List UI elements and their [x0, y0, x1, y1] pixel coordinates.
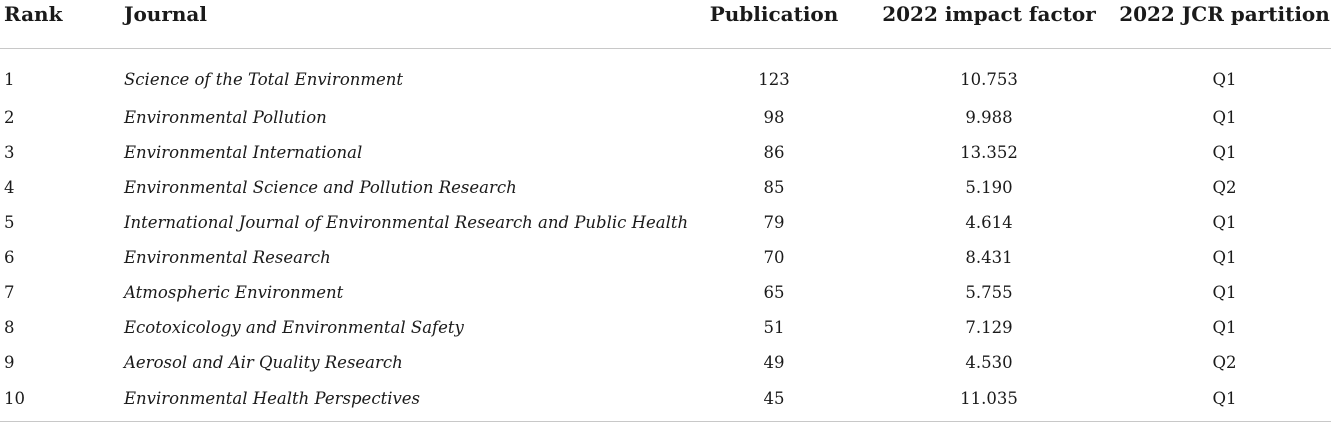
header-row	[0, 0, 1331, 49]
cell-publication: 123	[758, 70, 790, 89]
cell-impact-factor: 9.988	[965, 108, 1013, 127]
table-row	[0, 49, 1331, 101]
cell-impact-factor: 5.755	[965, 283, 1013, 302]
cell-impact-factor: 4.530	[965, 353, 1013, 372]
header-impact-factor: 2022 impact factor	[864, 0, 1114, 49]
table-row	[0, 170, 1331, 205]
cell-journal: Atmospheric Environment	[124, 283, 344, 302]
table-row	[0, 205, 1331, 240]
table-row	[0, 310, 1331, 345]
cell-journal: Environmental Health Perspectives	[124, 388, 421, 408]
cell-impact-factor: 7.129	[965, 318, 1013, 337]
cell-rank: 10	[4, 388, 25, 408]
cell-journal: Science of the Total Environment	[124, 70, 404, 89]
table-row	[0, 240, 1331, 275]
cell-rank: 4	[4, 178, 15, 197]
cell-impact-factor: 4.614	[965, 213, 1013, 232]
cell-jcr-partition: Q1	[1212, 248, 1237, 267]
cell-publication: 45	[763, 388, 785, 408]
cell-jcr-partition: Q2	[1212, 353, 1237, 372]
table-row	[0, 275, 1331, 310]
cell-journal: Environmental Research	[124, 248, 331, 267]
header-publication: Publication	[684, 0, 864, 49]
cell-rank: 6	[4, 248, 15, 267]
table-row	[0, 135, 1331, 170]
cell-rank: 7	[4, 283, 15, 302]
cell-jcr-partition: Q1	[1212, 143, 1237, 162]
cell-publication: 51	[763, 318, 785, 337]
cell-journal: Ecotoxicology and Environmental Safety	[124, 318, 464, 337]
cell-jcr-partition: Q2	[1212, 178, 1237, 197]
header-jcr-partition: 2022 JCR partition	[1114, 0, 1331, 49]
cell-rank: 8	[4, 318, 15, 337]
cell-publication: 79	[763, 213, 785, 232]
cell-journal: Environmental International	[124, 143, 363, 162]
cell-rank: 5	[4, 213, 15, 232]
cell-journal: International Journal of Environmental Research and Public Health	[124, 213, 689, 232]
cell-publication: 85	[763, 178, 785, 197]
cell-publication: 70	[763, 248, 785, 267]
cell-impact-factor: 5.190	[965, 178, 1013, 197]
cell-jcr-partition: Q1	[1212, 213, 1237, 232]
cell-jcr-partition: Q1	[1212, 283, 1237, 302]
table-row	[0, 345, 1331, 380]
cell-impact-factor: 13.352	[960, 143, 1018, 162]
cell-journal: Aerosol and Air Quality Research	[124, 353, 403, 372]
table-bottom-rule	[0, 421, 1331, 422]
cell-jcr-partition: Q1	[1212, 388, 1237, 408]
cell-journal: Environmental Science and Pollution Research	[124, 178, 517, 197]
cell-publication: 49	[763, 353, 785, 372]
cell-journal: Environmental Pollution	[124, 108, 327, 127]
cell-jcr-partition: Q1	[1212, 318, 1237, 337]
table-row	[0, 100, 1331, 135]
header-rank: Rank	[0, 0, 124, 49]
table-header	[0, 0, 1331, 49]
cell-publication: 86	[763, 143, 785, 162]
cell-rank: 9	[4, 353, 15, 372]
table-body	[0, 49, 1331, 417]
cell-publication: 98	[763, 108, 785, 127]
table-row	[0, 380, 1331, 416]
cell-impact-factor: 11.035	[960, 388, 1018, 408]
cell-impact-factor: 8.431	[965, 248, 1013, 267]
cell-rank: 3	[4, 143, 15, 162]
header-journal: Journal	[124, 0, 684, 49]
cell-rank: 2	[4, 108, 15, 127]
cell-rank: 1	[4, 70, 15, 89]
cell-publication: 65	[763, 283, 785, 302]
cell-jcr-partition: Q1	[1212, 70, 1237, 89]
cell-impact-factor: 10.753	[960, 70, 1018, 89]
cell-jcr-partition: Q1	[1212, 108, 1237, 127]
